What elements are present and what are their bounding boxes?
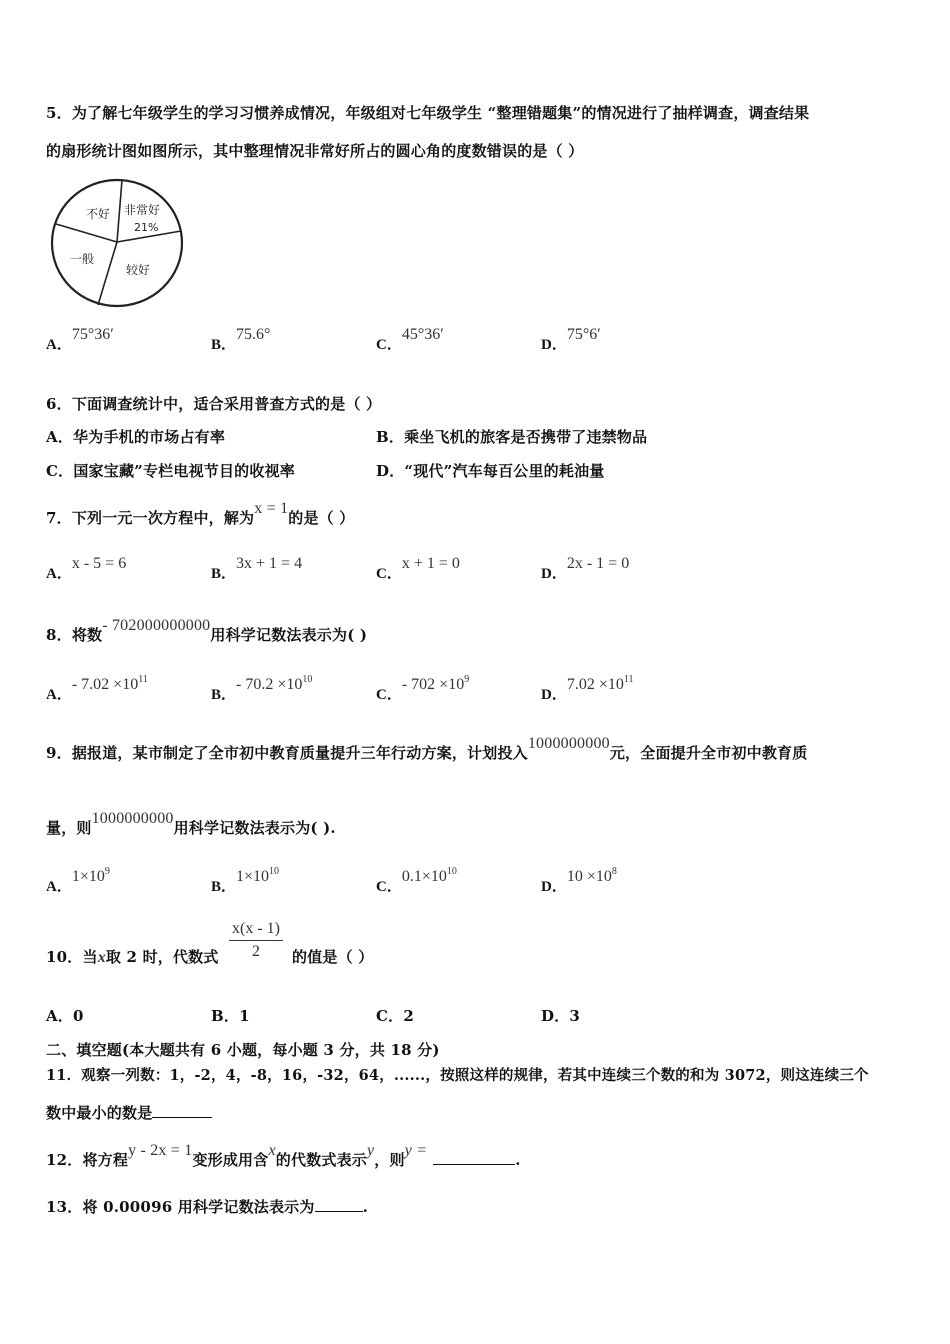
q10-option-d[interactable]: D．3 <box>541 1007 581 1025</box>
option-value <box>402 868 457 885</box>
q10-text-before: 10．当 <box>46 948 98 966</box>
option-label: D． <box>541 879 567 895</box>
q9-text-line2 <box>46 810 336 838</box>
option-exponent: 10 <box>446 866 457 877</box>
option-value <box>72 868 110 885</box>
q12-text-before: 12．将方程 <box>46 1151 129 1169</box>
q13-text-main: 13．将 0.00096 用科学记数法表示为 <box>46 1198 315 1216</box>
option-base: 1×10 <box>71 868 105 885</box>
q9-option-c[interactable] <box>376 866 457 896</box>
option-value <box>567 676 634 693</box>
option-exponent: 11 <box>138 674 148 685</box>
option-label: D． <box>541 687 567 703</box>
option-base: 0.1×10 <box>401 868 447 885</box>
option-base: 7.02 ×10 <box>566 676 624 693</box>
option-label: D． <box>541 337 567 353</box>
q9-text2-before: 量，则 <box>46 819 92 837</box>
pie-label-great: 非常好 <box>124 203 161 217</box>
q9-option-a[interactable] <box>46 866 110 896</box>
q12-var-x: x <box>268 1142 276 1159</box>
q7-option-b[interactable] <box>211 555 303 583</box>
option-exponent: 9 <box>104 866 110 877</box>
option-label: C． <box>376 687 402 703</box>
fraction-numerator: x(x - 1) <box>229 920 283 941</box>
q7-text-after: 的是（ ） <box>288 509 355 527</box>
q12-math-y: y = <box>404 1142 428 1159</box>
q9-text1-before: 9．据报道，某市制定了全市初中教育质量提升三年行动方案，计划投入 <box>46 744 528 762</box>
q12-math: y - 2x = 1 <box>128 1142 193 1159</box>
q5-text-line1: 5．为了解七年级学生的学习习惯养成情况，年级组对七年级学生 “整理错题集”的情况进行了抽样调查，调查结果 <box>46 104 810 122</box>
q13-answer-blank[interactable] <box>315 1211 363 1212</box>
option-label: A． <box>46 566 72 582</box>
pie-label-good: 较好 <box>126 263 151 277</box>
q10-var: x <box>97 949 106 966</box>
option-label: D． <box>541 566 567 582</box>
fraction-denominator: 2 <box>251 943 260 960</box>
option-value: 75°6′ <box>566 326 601 343</box>
q6-option-b[interactable]: B．乘坐飞机的旅客是否携带了违禁物品 <box>376 428 648 446</box>
q10-option-c[interactable]: C．2 <box>376 1007 414 1025</box>
q8-option-c[interactable] <box>376 674 470 704</box>
q5-option-c[interactable] <box>376 326 444 354</box>
q8-option-d[interactable] <box>541 674 634 704</box>
q8-text <box>46 617 368 645</box>
q12-text <box>46 1142 521 1170</box>
q6-option-c[interactable]: C．国家宝藏”专栏电视节目的收视率 <box>46 462 295 480</box>
q7-text-before: 7．下列一元一次方程中，解为 <box>46 509 255 527</box>
option-label: B． <box>211 879 237 895</box>
q11-text-line2 <box>46 1102 212 1123</box>
option-label: A． <box>46 337 72 353</box>
q5-option-b[interactable] <box>211 326 271 354</box>
option-base: - 7.02 ×10 <box>71 676 139 693</box>
option-value <box>236 676 312 693</box>
q9-option-d[interactable] <box>541 866 617 896</box>
q11-text-line1: 11．观察一列数：1，-2，4，-8，16，-32，64，......，按照这样的规律，若其中连续三个数的和为 3072，则这连续三个 <box>46 1067 869 1084</box>
q11-answer-blank[interactable] <box>152 1117 212 1118</box>
q5-text-line2: 的扇形统计图如图所示，其中整理情况非常好所占的圆心角的度数错误的是（ ） <box>46 142 584 160</box>
option-base: 1×10 <box>236 868 270 885</box>
q6-option-d[interactable]: D．“现代”汽车每百公里的耗油量 <box>376 462 605 480</box>
q12-text-mid1: 变形成用含 <box>192 1151 269 1169</box>
option-value: x + 1 = 0 <box>401 555 460 572</box>
q9-text2-after: 用科学记数法表示为( ). <box>173 819 336 837</box>
option-base: 10 ×10 <box>566 868 612 885</box>
option-value: 75°36′ <box>71 326 114 343</box>
pie-chart <box>50 176 190 311</box>
option-exponent: 8 <box>611 866 617 877</box>
pie-label-bad: 不好 <box>86 207 111 221</box>
option-value <box>402 676 469 693</box>
option-label: C． <box>376 337 402 353</box>
q13-text <box>46 1196 368 1217</box>
option-value: 3x + 1 = 4 <box>236 555 303 572</box>
q8-math: - 702000000000 <box>102 617 211 634</box>
option-value: 2x - 1 = 0 <box>566 555 630 572</box>
q9-math: 1000000000 <box>91 810 174 827</box>
option-value <box>236 868 279 885</box>
option-label: B． <box>211 566 237 582</box>
pie-label-percent: 21% <box>134 221 159 234</box>
option-label: A． <box>46 879 72 895</box>
q6-text: 6．下面调查统计中，适合采用普查方式的是（ ） <box>46 395 382 413</box>
option-label: C． <box>376 879 402 895</box>
option-value <box>72 676 148 693</box>
option-label: B． <box>211 687 237 703</box>
q12-text-mid3: ，则 <box>374 1151 405 1169</box>
q12-answer-blank[interactable] <box>433 1164 515 1165</box>
q7-text <box>46 500 355 528</box>
q6-option-a[interactable]: A．华为手机的市场占有率 <box>46 428 226 446</box>
option-label: C． <box>376 566 402 582</box>
q10-option-b[interactable]: B．1 <box>211 1007 250 1025</box>
q13-text-end: . <box>362 1198 369 1216</box>
section-title: 二、填空题(本大题共有 6 小题，每小题 3 分，共 18 分) <box>46 1041 440 1059</box>
option-value: 45°36′ <box>401 326 444 343</box>
q10-text-mid: 取 2 时，代数式 <box>105 948 219 966</box>
option-exponent: 10 <box>302 674 313 685</box>
option-label: B． <box>211 337 237 353</box>
q7-option-a[interactable] <box>46 555 127 583</box>
q8-text-after: 用科学记数法表示为( ) <box>210 626 368 644</box>
option-exponent: 10 <box>269 866 280 877</box>
option-exponent: 9 <box>464 674 470 685</box>
q9-text1-after: 元，全面提升全市初中教育质 <box>609 744 808 762</box>
q10-text-after: 的值是（ ） <box>292 948 374 966</box>
q10-option-a[interactable]: A．0 <box>46 1007 84 1025</box>
option-base: - 70.2 ×10 <box>236 676 303 693</box>
q9-math: 1000000000 <box>527 735 610 752</box>
q10-fraction <box>229 920 283 961</box>
pie-label-normal: 一般 <box>70 252 95 266</box>
q5-option-a[interactable] <box>46 326 114 354</box>
option-exponent: 11 <box>623 674 634 685</box>
q8-option-b[interactable] <box>211 674 313 704</box>
q7-math: x = 1 <box>254 500 289 517</box>
q8-text-before: 8．将数 <box>46 626 103 644</box>
q9-option-b[interactable] <box>211 866 280 896</box>
q10-text-start <box>46 946 219 967</box>
option-value <box>567 868 617 885</box>
q5-option-d[interactable] <box>541 326 601 354</box>
q8-option-a[interactable] <box>46 674 148 704</box>
q12-text-end: . <box>515 1151 521 1169</box>
option-value: 75.6° <box>236 326 271 343</box>
option-value: x - 5 = 6 <box>71 555 127 572</box>
option-label: A． <box>46 687 72 703</box>
q11-text2: 数中最小的数是 <box>46 1104 153 1122</box>
q7-option-d[interactable] <box>541 555 630 583</box>
q12-var-y: y <box>366 1142 375 1159</box>
q9-text-line1 <box>46 735 808 763</box>
q7-option-c[interactable] <box>376 555 460 583</box>
option-base: - 702 ×10 <box>401 676 465 693</box>
q12-text-mid2: 的代数式表示 <box>275 1151 367 1169</box>
